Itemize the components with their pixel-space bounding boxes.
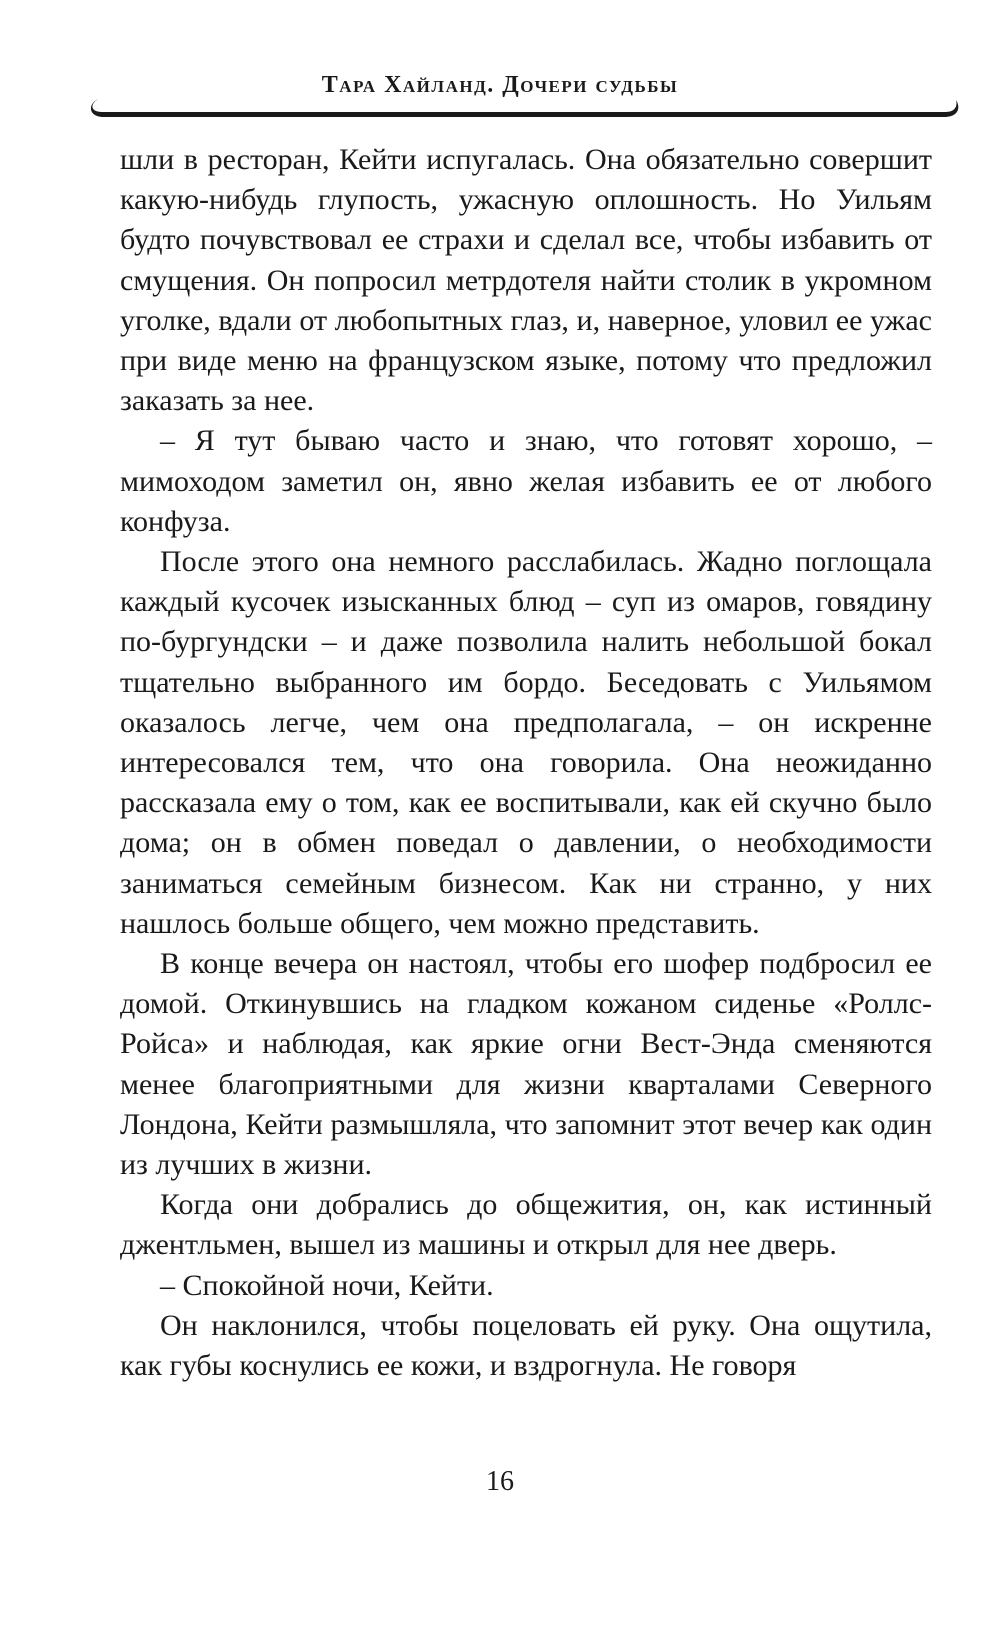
paragraph-4: В конце вечера он настоял, чтобы его шофер подбросил ее домой. Откинувшись на гладком кожаном сиденье «Роллс-Ройса» и наблюдая, как яркие огни Вест-Энда сменяются менее благоприятными для жизни кварталами Северного Лондона, Кейти размышляла, что запомнит этот вечер как один из лучших в жизни. [120, 947, 932, 1182]
paragraph-3: После этого она немного расслабилась. Жадно поглощала каждый кусочек изысканных блюд – суп из омаров, говядину по-бургундски – и даже позволила налить небольшой бокал тщательно выбранного им бордо. Беседовать с Уильямом оказалось легче, чем она предполагала, – он искренне интересовался тем, что она говорила. Она неожиданно рассказала ему о том, как ее воспитывали, как ей скучно было дома; он в обмен поведал о давлении, о необходимости заниматься семейным бизнесом. Как ни странно, у них нашлось больше общего, чем можно представить. [120, 545, 932, 940]
header-ornamental-rule [88, 96, 960, 120]
body-text [120, 140, 932, 1386]
paragraph-2: – Я тут бываю часто и знаю, что готовят хорошо, – мимоходом заметил он, явно желая избавить ее от любого конфуза. [120, 424, 932, 538]
paragraph-7: Он наклонился, чтобы поцеловать ей руку. Она ощутила, как губы коснулись ее кожи, и вздрогнула. Не говоря [120, 1308, 932, 1383]
paragraph-5: Когда они добрались до общежития, он, как истинный джентльмен, вышел из машины и открыл для нее дверь. [120, 1188, 932, 1262]
paragraph-6: – Спокойной ночи, Кейти. [160, 1268, 494, 1302]
running-head-title: Тара Хайланд. Дочери судьбы [321, 72, 679, 98]
page-number: 16 [486, 1466, 514, 1497]
paragraph-1: шли в ресторан, Кейти испугалась. Она обязательно совершит какую-нибудь глупость, ужасную оплошность. Но Уильям будто почувствовал ее страхи и сделал все, чтобы избавить от смущения. Он попросил метрдотеля найти столик в укромном уголке, вдали от любопытных глаз, и, наверное, уловил ее ужас при виде меню на французском языке, потому что предложил заказать за нее. [120, 143, 932, 418]
